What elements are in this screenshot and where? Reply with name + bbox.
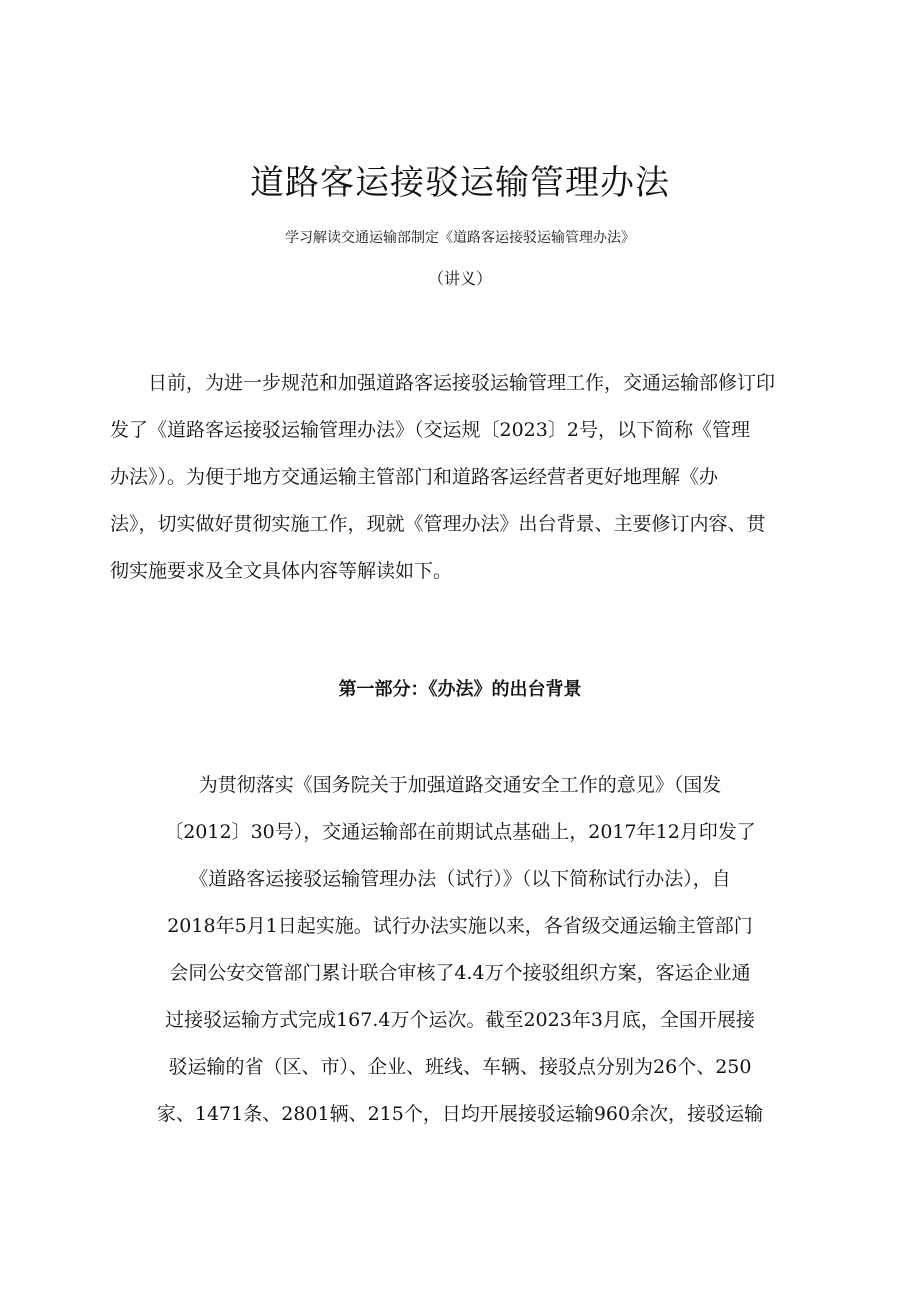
body-line: 2018年5月1日起实施。试行办法实施以来，各省级交通运输主管部门: [167, 915, 753, 937]
intro-line: 法》，切实做好贯彻实施工作，现就《管理办法》出台背景、主要修订内容、贯: [110, 513, 766, 535]
body-line: 会同公安交管部门累计联合审核了4.4万个接驳组织方案，客运企业通: [169, 962, 751, 984]
document-subtitle: 学习解读交通运输部制定《道路客运接驳运输管理办法》: [285, 230, 635, 246]
intro-paragraph: [110, 360, 820, 595]
section-body: [0, 762, 920, 1138]
body-line: 驳运输的省（区、市）、企业、班线、车辆、接驳点分别为26个、250: [168, 1056, 752, 1078]
section-heading: 第一部分：《办法》的出台背景: [338, 679, 582, 700]
intro-line: 彻实施要求及全文具体内容等解读如下。: [110, 560, 453, 582]
intro-line: 发了《道路客运接驳运输管理办法》（交运规〔2023〕2号，以下简称《管理: [110, 419, 750, 441]
body-line: 家、1471条、2801辆、215个，日均开展接驳运输960余次，接驳运输: [156, 1103, 764, 1125]
lecture-label: （讲义）: [427, 269, 492, 288]
body-line: 《道路客运接驳运输管理办法（试行）》（以下简称试行办法），自: [189, 868, 731, 890]
body-line: 〔2012〕30号），交通运输部在前期试点基础上，2017年12月印发了: [164, 821, 756, 843]
intro-line: 办法》）。为便于地方交通运输主管部门和道路客运经营者更好地理解《办: [110, 466, 719, 488]
document-title: 道路客运接驳运输管理办法: [250, 163, 670, 203]
body-line: 为贯彻落实《国务院关于加强道路交通安全工作的意见》（国发: [198, 774, 722, 796]
intro-line: 日前，为进一步规范和加强道路客运接驳运输管理工作，交通运输部修订印: [148, 372, 776, 394]
body-line: 过接驳运输方式完成167.4万个运次。截至2023年3月底，全国开展接: [165, 1009, 755, 1031]
